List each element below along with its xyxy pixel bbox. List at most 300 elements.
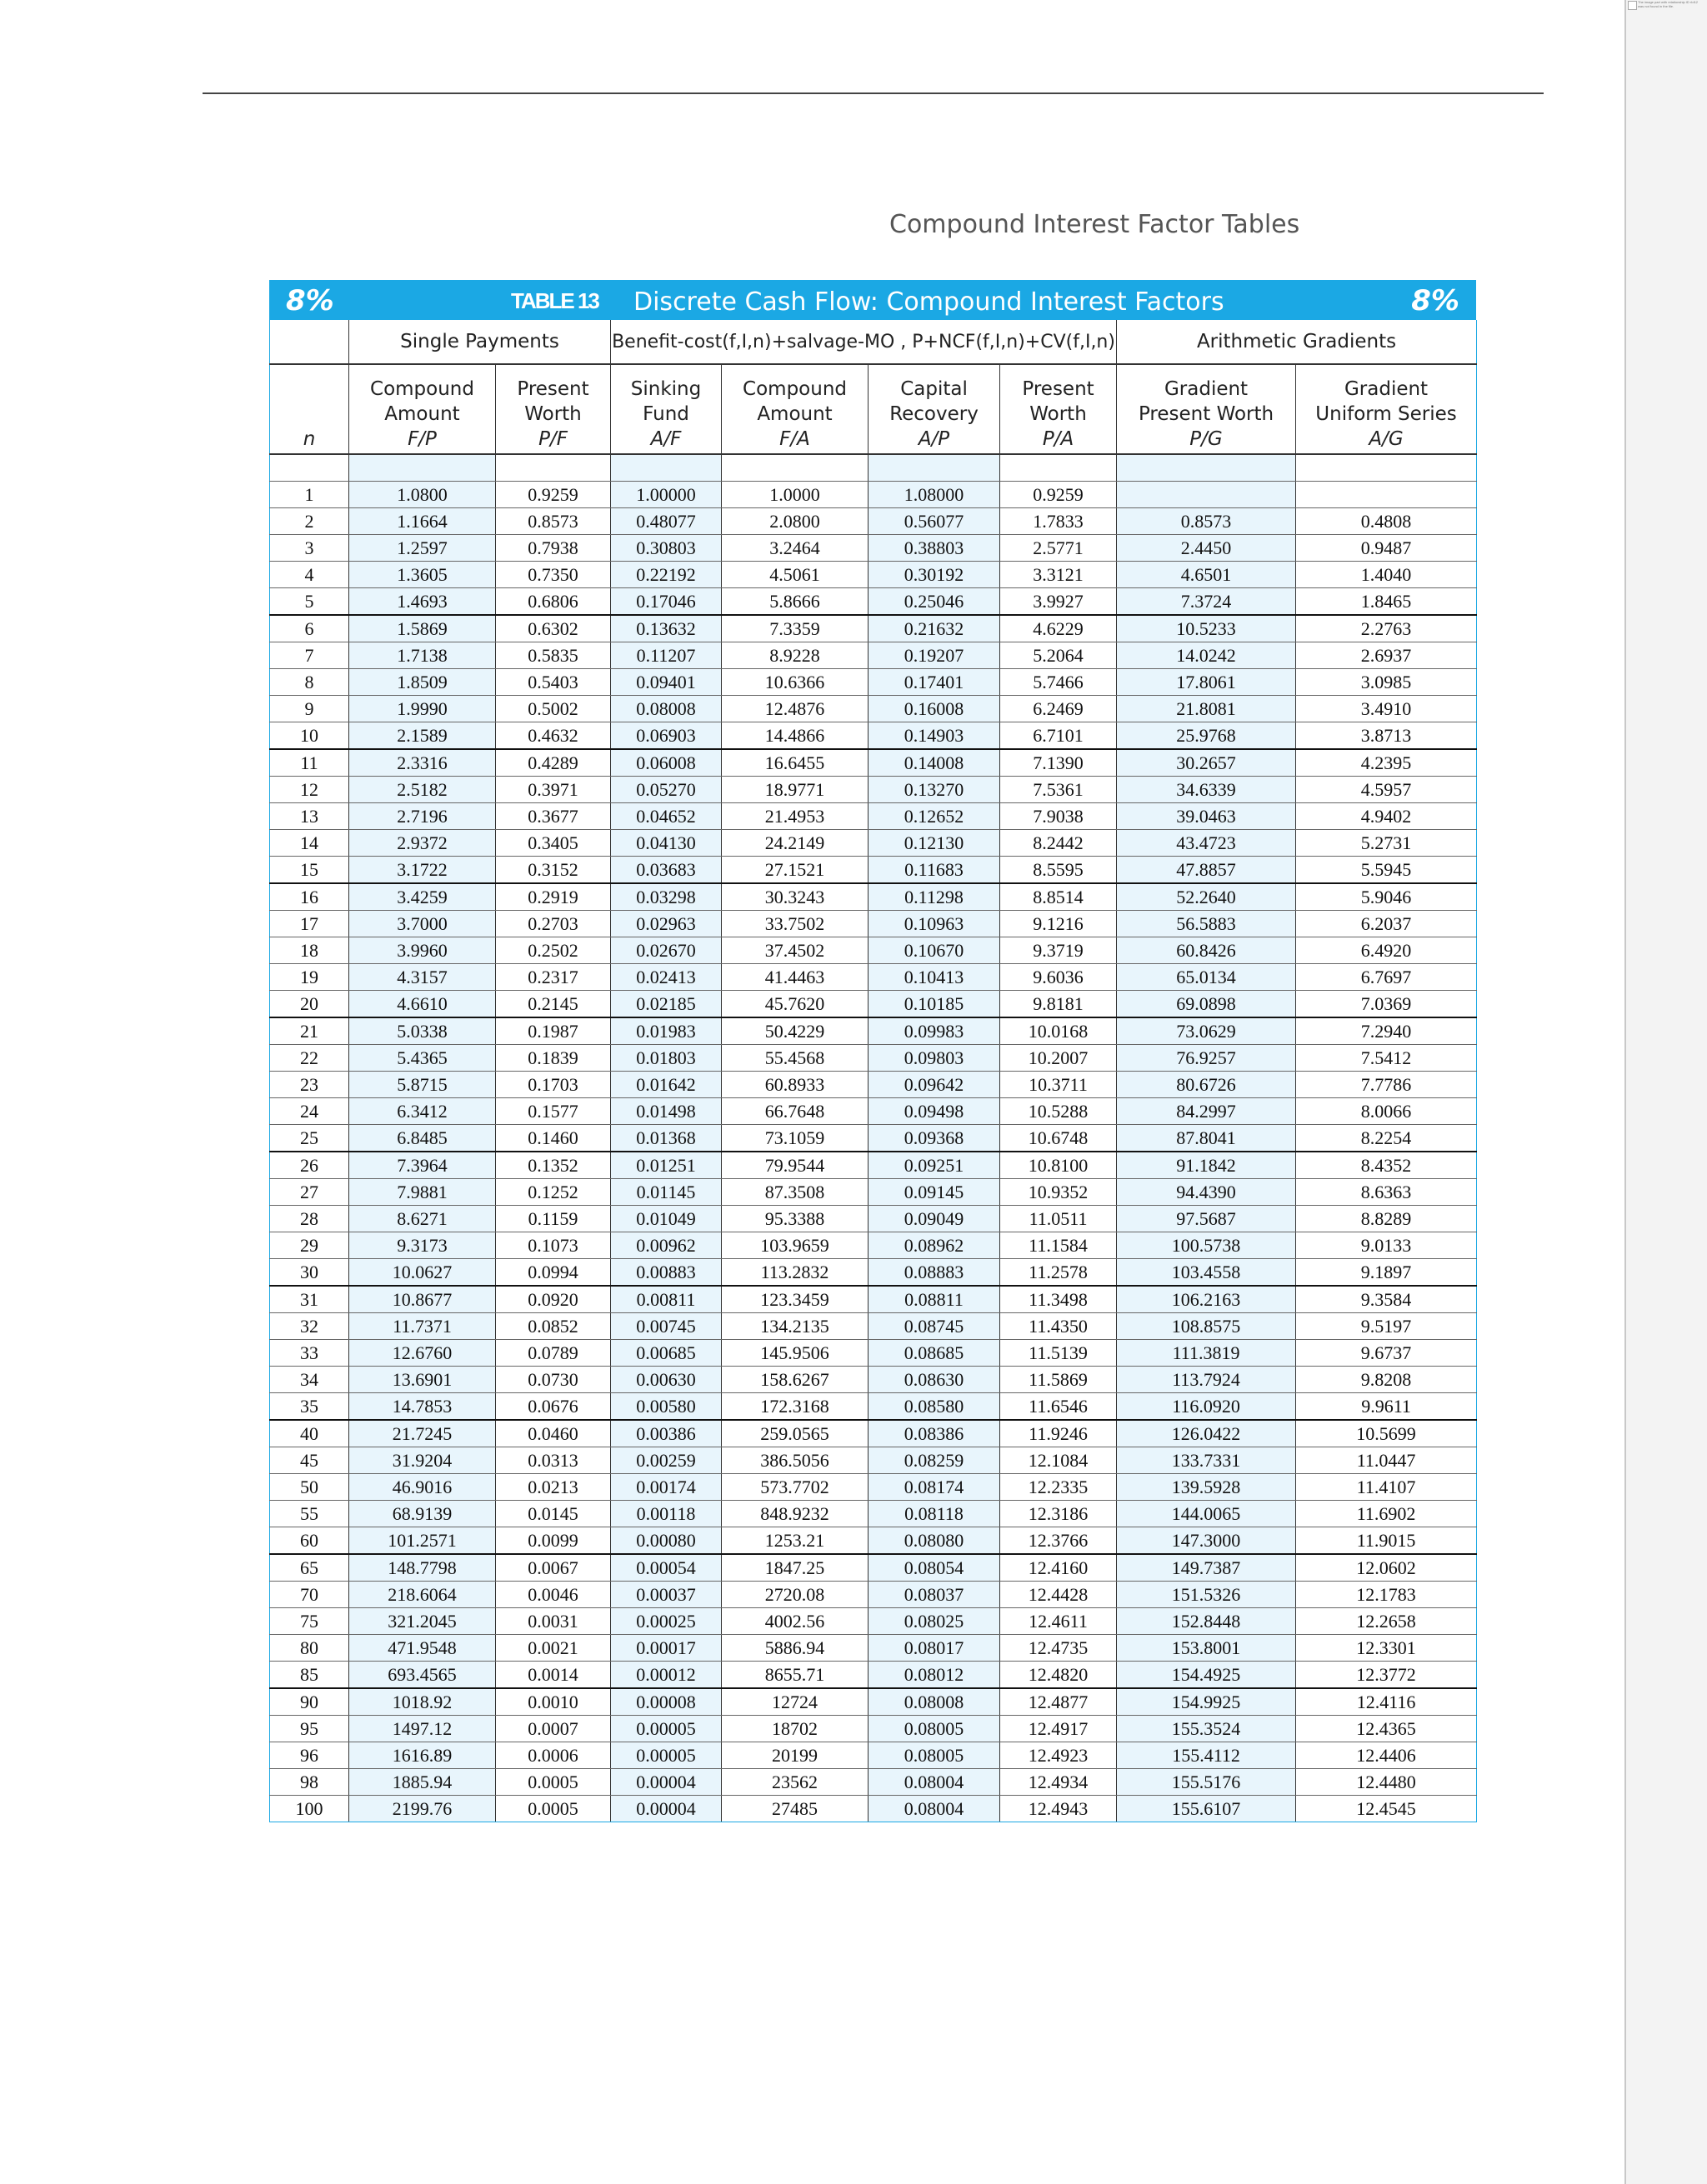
period-cell: 45 — [270, 1447, 349, 1474]
factor-cell: 4.2395 — [1296, 749, 1477, 777]
table-row — [270, 1447, 1477, 1474]
factor-cell: 0.30192 — [869, 562, 1000, 588]
factor-cell: 0.6806 — [496, 588, 611, 616]
factor-cell: 0.00025 — [611, 1608, 722, 1635]
factor-cell: 12.0602 — [1296, 1554, 1477, 1582]
factor-cell: 1497.12 — [349, 1716, 496, 1742]
table-row — [270, 857, 1477, 884]
factor-cell: 6.8485 — [349, 1125, 496, 1152]
factor-cell: 12.3766 — [1000, 1527, 1117, 1555]
period-cell: 24 — [270, 1098, 349, 1125]
factor-cell: 3.3121 — [1000, 562, 1117, 588]
factor-cell: 2.5182 — [349, 777, 496, 803]
period-cell: 9 — [270, 696, 349, 722]
factor-cell: 0.08685 — [869, 1340, 1000, 1367]
factor-cell: 10.5699 — [1296, 1420, 1477, 1447]
factor-cell: 12.4545 — [1296, 1796, 1477, 1822]
factor-cell: 5.5945 — [1296, 857, 1477, 884]
factor-cell: 573.7702 — [722, 1474, 869, 1501]
period-cell: 98 — [270, 1769, 349, 1796]
factor-cell: 14.0242 — [1117, 642, 1296, 669]
factor-cell: 0.0031 — [496, 1608, 611, 1635]
factor-cell: 133.7331 — [1117, 1447, 1296, 1474]
factor-cell: 149.7387 — [1117, 1554, 1296, 1582]
factor-cell: 0.02185 — [611, 991, 722, 1018]
factor-cell: 24.2149 — [722, 830, 869, 857]
factor-cell: 41.4463 — [722, 964, 869, 991]
column-header-line1: Compound — [370, 378, 474, 400]
factor-cell: 0.0067 — [496, 1554, 611, 1582]
factor-cell: 0.0005 — [496, 1769, 611, 1796]
period-cell: 3 — [270, 535, 349, 562]
period-cell: 23 — [270, 1072, 349, 1098]
factor-cell: 27485 — [722, 1796, 869, 1822]
factor-cell: 5.8666 — [722, 588, 869, 616]
factor-cell: 218.6064 — [349, 1582, 496, 1608]
factor-cell: 0.08580 — [869, 1393, 1000, 1421]
factor-cell: 0.09145 — [869, 1179, 1000, 1206]
table-row — [270, 642, 1477, 669]
factor-cell: 4.6501 — [1117, 562, 1296, 588]
column-header-symbol: F/A — [779, 428, 810, 450]
factor-cell: 113.2832 — [722, 1259, 869, 1287]
factor-cell: 73.1059 — [722, 1125, 869, 1152]
factor-cell: 8.5595 — [1000, 857, 1117, 884]
factor-cell: 10.8100 — [1000, 1152, 1117, 1179]
factor-cell: 0.9487 — [1296, 535, 1477, 562]
column-header-line2: Amount — [757, 403, 833, 425]
factor-cell: 0.10185 — [869, 991, 1000, 1018]
factor-cell: 9.3719 — [1000, 937, 1117, 964]
factor-cell: 2.5771 — [1000, 535, 1117, 562]
factor-cell: 0.3152 — [496, 857, 611, 884]
factor-cell: 84.2997 — [1117, 1098, 1296, 1125]
factor-cell: 7.5412 — [1296, 1045, 1477, 1072]
factor-cell: 0.0099 — [496, 1527, 611, 1555]
factor-cell: 0.08745 — [869, 1313, 1000, 1340]
factor-cell: 11.2578 — [1000, 1259, 1117, 1287]
factor-cell: 0.38803 — [869, 535, 1000, 562]
factor-cell — [1117, 482, 1296, 508]
factor-cell: 10.0168 — [1000, 1017, 1117, 1045]
factor-cell: 25.9768 — [1117, 722, 1296, 750]
factor-cell: 139.5928 — [1117, 1474, 1296, 1501]
factor-cell: 0.06008 — [611, 749, 722, 777]
factor-cell: 0.12652 — [869, 803, 1000, 830]
factor-cell: 11.4350 — [1000, 1313, 1117, 1340]
factor-cell: 13.6901 — [349, 1367, 496, 1393]
factor-cell: 66.7648 — [722, 1098, 869, 1125]
factor-cell: 21.7245 — [349, 1420, 496, 1447]
factor-cell: 11.1584 — [1000, 1232, 1117, 1259]
table-row — [270, 1769, 1477, 1796]
factor-cell: 79.9544 — [722, 1152, 869, 1179]
factor-cell: 2.6937 — [1296, 642, 1477, 669]
factor-cell: 0.01368 — [611, 1125, 722, 1152]
factor-cell: 0.5002 — [496, 696, 611, 722]
factor-cell: 9.0133 — [1296, 1232, 1477, 1259]
factor-cell: 0.03683 — [611, 857, 722, 884]
factor-cell: 0.1577 — [496, 1098, 611, 1125]
table-label: TABLE 13 — [511, 288, 598, 313]
period-cell: 22 — [270, 1045, 349, 1072]
factor-cell: 11.5139 — [1000, 1340, 1117, 1367]
column-header-symbol: A/F — [650, 428, 682, 450]
factor-cell: 11.7371 — [349, 1313, 496, 1340]
factor-cell: 0.10963 — [869, 911, 1000, 937]
factor-cell: 0.3677 — [496, 803, 611, 830]
factor-cell: 10.0627 — [349, 1259, 496, 1287]
factor-cell: 0.2502 — [496, 937, 611, 964]
period-cell: 16 — [270, 883, 349, 911]
period-cell: 25 — [270, 1125, 349, 1152]
factor-cell: 0.08174 — [869, 1474, 1000, 1501]
factor-cell: 14.4866 — [722, 722, 869, 750]
factor-cell: 0.00745 — [611, 1313, 722, 1340]
factor-cell: 69.0898 — [1117, 991, 1296, 1018]
factor-cell: 0.08017 — [869, 1635, 1000, 1662]
factor-cell: 1.8465 — [1296, 588, 1477, 616]
factor-cell: 12.4934 — [1000, 1769, 1117, 1796]
factor-cell: 155.6107 — [1117, 1796, 1296, 1822]
factor-cell: 11.6902 — [1296, 1501, 1477, 1527]
factor-cell: 1616.89 — [349, 1742, 496, 1769]
factor-cell: 0.08080 — [869, 1527, 1000, 1555]
table-row — [270, 696, 1477, 722]
factor-cell: 158.6267 — [722, 1367, 869, 1393]
factor-cell: 0.30803 — [611, 535, 722, 562]
factor-cell: 12.4735 — [1000, 1635, 1117, 1662]
factor-cell: 0.0994 — [496, 1259, 611, 1287]
column-header-symbol: F/P — [408, 428, 437, 450]
period-cell: 75 — [270, 1608, 349, 1635]
factor-cell: 0.1159 — [496, 1206, 611, 1232]
factor-cell: 0.01251 — [611, 1152, 722, 1179]
factor-cell: 7.5361 — [1000, 777, 1117, 803]
factor-cell: 8.4352 — [1296, 1152, 1477, 1179]
factor-cell: 0.08004 — [869, 1769, 1000, 1796]
period-cell: 55 — [270, 1501, 349, 1527]
factor-cell: 30.2657 — [1117, 749, 1296, 777]
column-header-p-f — [496, 364, 611, 454]
factor-cell: 8.6363 — [1296, 1179, 1477, 1206]
table-row — [270, 883, 1477, 911]
factor-cell: 0.4289 — [496, 749, 611, 777]
factor-cell: 0.1839 — [496, 1045, 611, 1072]
factor-cell: 4.5061 — [722, 562, 869, 588]
column-header-line2: Amount — [384, 403, 460, 425]
factor-cell: 0.1252 — [496, 1179, 611, 1206]
factor-cell: 9.1897 — [1296, 1259, 1477, 1287]
factor-cell: 103.4558 — [1117, 1259, 1296, 1287]
factor-cell: 0.9259 — [1000, 482, 1117, 508]
factor-cell: 153.8001 — [1117, 1635, 1296, 1662]
factor-cell: 126.0422 — [1117, 1420, 1296, 1447]
factor-cell: 95.3388 — [722, 1206, 869, 1232]
factor-cell: 12.3301 — [1296, 1635, 1477, 1662]
period-cell: 17 — [270, 911, 349, 937]
table-row — [270, 669, 1477, 696]
factor-cell: 52.2640 — [1117, 883, 1296, 911]
table-row — [270, 615, 1477, 642]
factor-cell: 8.8289 — [1296, 1206, 1477, 1232]
factor-cell: 11.3498 — [1000, 1286, 1117, 1313]
factor-cell: 321.2045 — [349, 1608, 496, 1635]
factor-cell: 2.0800 — [722, 508, 869, 535]
column-header-line2: Present Worth — [1138, 403, 1274, 425]
factor-cell: 0.00386 — [611, 1420, 722, 1447]
factor-cell: 0.1073 — [496, 1232, 611, 1259]
factor-cell: 0.56077 — [869, 508, 1000, 535]
factor-cell: 0.03298 — [611, 883, 722, 911]
factor-cell: 68.9139 — [349, 1501, 496, 1527]
period-cell: 29 — [270, 1232, 349, 1259]
table-row — [270, 508, 1477, 535]
factor-cell: 0.09498 — [869, 1098, 1000, 1125]
factor-cell: 18702 — [722, 1716, 869, 1742]
factor-cell: 1847.25 — [722, 1554, 869, 1582]
factor-cell: 7.9038 — [1000, 803, 1117, 830]
factor-cell: 8655.71 — [722, 1662, 869, 1689]
factor-cell: 27.1521 — [722, 857, 869, 884]
factor-cell: 9.8208 — [1296, 1367, 1477, 1393]
factor-cell: 1.9990 — [349, 696, 496, 722]
period-cell: 4 — [270, 562, 349, 588]
factor-cell: 65.0134 — [1117, 964, 1296, 991]
table-row — [270, 1367, 1477, 1393]
spacer-cell — [349, 454, 496, 482]
factor-cell: 0.0852 — [496, 1313, 611, 1340]
factor-cell: 11.0511 — [1000, 1206, 1117, 1232]
factor-cell: 12.4917 — [1000, 1716, 1117, 1742]
column-header-a-p — [869, 364, 1000, 454]
spacer-cell — [1117, 454, 1296, 482]
factor-cell: 0.0005 — [496, 1796, 611, 1822]
factor-cell: 0.00580 — [611, 1393, 722, 1421]
factor-cell: 0.06903 — [611, 722, 722, 750]
column-header-line2: Worth — [1029, 403, 1087, 425]
factor-cell: 5.4365 — [349, 1045, 496, 1072]
factor-cell: 0.1987 — [496, 1017, 611, 1045]
table-row — [270, 937, 1477, 964]
column-header-line2: Worth — [524, 403, 582, 425]
factor-cell: 7.3724 — [1117, 588, 1296, 616]
factor-cell: 12.6760 — [349, 1340, 496, 1367]
column-header-symbol: A/P — [918, 428, 950, 450]
factor-cell: 4.6229 — [1000, 615, 1117, 642]
factor-cell: 0.00054 — [611, 1554, 722, 1582]
table-row — [270, 830, 1477, 857]
factor-cell: 0.02413 — [611, 964, 722, 991]
factor-cell: 116.0920 — [1117, 1393, 1296, 1421]
factor-cell: 0.00005 — [611, 1716, 722, 1742]
factor-cell: 12.4611 — [1000, 1608, 1117, 1635]
factor-cell: 6.2037 — [1296, 911, 1477, 937]
factor-cell: 0.48077 — [611, 508, 722, 535]
factor-cell: 0.16008 — [869, 696, 1000, 722]
factor-cell: 3.9960 — [349, 937, 496, 964]
period-cell: 20 — [270, 991, 349, 1018]
table-row — [270, 1527, 1477, 1555]
factor-cell: 0.22192 — [611, 562, 722, 588]
factor-cell: 0.10670 — [869, 937, 1000, 964]
factor-cell: 0.00174 — [611, 1474, 722, 1501]
factor-cell: 12.3772 — [1296, 1662, 1477, 1689]
factor-cell: 8.0066 — [1296, 1098, 1477, 1125]
period-cell: 18 — [270, 937, 349, 964]
factor-cell: 0.11207 — [611, 642, 722, 669]
factor-cell: 4002.56 — [722, 1608, 869, 1635]
table-row — [270, 722, 1477, 750]
factor-cell: 5.2731 — [1296, 830, 1477, 857]
factor-cell: 0.00037 — [611, 1582, 722, 1608]
compound-interest-factor-table — [269, 320, 1477, 1822]
period-cell: 65 — [270, 1554, 349, 1582]
factor-cell: 0.09251 — [869, 1152, 1000, 1179]
factor-cell: 18.9771 — [722, 777, 869, 803]
factor-cell: 21.8081 — [1117, 696, 1296, 722]
table-row — [270, 1286, 1477, 1313]
factor-cell: 9.6737 — [1296, 1340, 1477, 1367]
factor-cell: 0.00259 — [611, 1447, 722, 1474]
factor-cell: 0.04652 — [611, 803, 722, 830]
factor-cell: 2.3316 — [349, 749, 496, 777]
factor-cell: 151.5326 — [1117, 1582, 1296, 1608]
factor-cell: 0.01049 — [611, 1206, 722, 1232]
table-row — [270, 1393, 1477, 1421]
factor-cell: 10.3711 — [1000, 1072, 1117, 1098]
period-cell: 12 — [270, 777, 349, 803]
table-row — [270, 1420, 1477, 1447]
factor-cell: 1.2597 — [349, 535, 496, 562]
missing-image-notice — [1628, 0, 1704, 13]
factor-cell: 0.3405 — [496, 830, 611, 857]
column-header-p-g — [1117, 364, 1296, 454]
factor-cell: 3.7000 — [349, 911, 496, 937]
factor-cell: 0.2317 — [496, 964, 611, 991]
factor-cell: 7.3359 — [722, 615, 869, 642]
factor-cell: 0.01498 — [611, 1098, 722, 1125]
group-header-single-payments: Single Payments — [349, 320, 611, 364]
factor-cell: 12.4820 — [1000, 1662, 1117, 1689]
factor-cell: 0.08004 — [869, 1796, 1000, 1822]
factor-cell: 0.1703 — [496, 1072, 611, 1098]
factor-cell: 5.7466 — [1000, 669, 1117, 696]
factor-cell: 12.1783 — [1296, 1582, 1477, 1608]
broken-image-icon — [1628, 1, 1637, 10]
factor-cell: 7.2940 — [1296, 1017, 1477, 1045]
factor-cell: 8.8514 — [1000, 883, 1117, 911]
column-header-line1: Gradient — [1344, 378, 1429, 400]
table-row — [270, 749, 1477, 777]
period-cell: 28 — [270, 1206, 349, 1232]
table-row — [270, 1259, 1477, 1287]
factor-cell: 9.3173 — [349, 1232, 496, 1259]
table-row — [270, 1474, 1477, 1501]
factor-cell: 1.7833 — [1000, 508, 1117, 535]
factor-cell: 0.19207 — [869, 642, 1000, 669]
period-cell: 70 — [270, 1582, 349, 1608]
factor-cell: 0.08811 — [869, 1286, 1000, 1313]
factor-cell: 0.0007 — [496, 1716, 611, 1742]
factor-cell: 0.0676 — [496, 1393, 611, 1421]
factor-cell: 155.3524 — [1117, 1716, 1296, 1742]
factor-cell: 0.0010 — [496, 1688, 611, 1716]
factor-cell: 50.4229 — [722, 1017, 869, 1045]
group-header-uniform-series: Benefit-cost(f,I,n)+salvage-MO , P+NCF(f,I,n)+CV(f,I,n) — [611, 320, 1117, 364]
factor-cell: 693.4565 — [349, 1662, 496, 1689]
period-cell: 21 — [270, 1017, 349, 1045]
period-cell: 50 — [270, 1474, 349, 1501]
factor-cell: 0.14008 — [869, 749, 1000, 777]
period-cell: 90 — [270, 1688, 349, 1716]
period-cell: 32 — [270, 1313, 349, 1340]
table-row — [270, 1582, 1477, 1608]
column-header-symbol: P/A — [1042, 428, 1074, 450]
factor-cell: 144.0065 — [1117, 1501, 1296, 1527]
factor-cell: 0.05270 — [611, 777, 722, 803]
factor-cell: 1885.94 — [349, 1769, 496, 1796]
factor-cell: 152.8448 — [1117, 1608, 1296, 1635]
column-header-line2: Uniform Series — [1315, 403, 1457, 425]
factor-cell: 134.2135 — [722, 1313, 869, 1340]
factor-cell: 0.4632 — [496, 722, 611, 750]
factor-cell: 0.08118 — [869, 1501, 1000, 1527]
factor-cell: 0.0730 — [496, 1367, 611, 1393]
factor-cell: 9.6036 — [1000, 964, 1117, 991]
factor-cell: 2199.76 — [349, 1796, 496, 1822]
table-row — [270, 1796, 1477, 1822]
factor-cell: 145.9506 — [722, 1340, 869, 1367]
column-header-f-a — [722, 364, 869, 454]
period-cell: 19 — [270, 964, 349, 991]
factor-cell: 5.0338 — [349, 1017, 496, 1045]
factor-cell: 0.00685 — [611, 1340, 722, 1367]
factor-cell: 0.10413 — [869, 964, 1000, 991]
column-header-line1: Compound — [743, 378, 847, 400]
factor-cell: 3.9927 — [1000, 588, 1117, 616]
column-header-n: n — [270, 364, 349, 454]
factor-cell: 12.2335 — [1000, 1474, 1117, 1501]
factor-cell: 12.4877 — [1000, 1688, 1117, 1716]
factor-cell: 20199 — [722, 1742, 869, 1769]
spacer-cell — [611, 454, 722, 482]
factor-cell: 0.0021 — [496, 1635, 611, 1662]
factor-cell: 0.08005 — [869, 1742, 1000, 1769]
spacer-cell — [1296, 454, 1477, 482]
factor-cell: 4.3157 — [349, 964, 496, 991]
factor-cell: 5.2064 — [1000, 642, 1117, 669]
table-row — [270, 482, 1477, 508]
missing-image-text: The image part with relationship ID rId12 was not found in the file. — [1638, 0, 1699, 8]
factor-cell: 108.8575 — [1117, 1313, 1296, 1340]
period-cell: 60 — [270, 1527, 349, 1555]
factor-cell: 0.01642 — [611, 1072, 722, 1098]
factor-cell: 10.2007 — [1000, 1045, 1117, 1072]
factor-cell: 0.4808 — [1296, 508, 1477, 535]
period-cell: 11 — [270, 749, 349, 777]
factor-cell: 0.09642 — [869, 1072, 1000, 1098]
factor-cell: 0.08054 — [869, 1554, 1000, 1582]
table-row — [270, 1179, 1477, 1206]
factor-cell: 172.3168 — [722, 1393, 869, 1421]
period-cell: 27 — [270, 1179, 349, 1206]
factor-cell: 0.08005 — [869, 1716, 1000, 1742]
factor-cell: 31.9204 — [349, 1447, 496, 1474]
column-header-f-p — [349, 364, 496, 454]
factor-cell: 155.5176 — [1117, 1769, 1296, 1796]
factor-cell: 147.3000 — [1117, 1527, 1296, 1555]
